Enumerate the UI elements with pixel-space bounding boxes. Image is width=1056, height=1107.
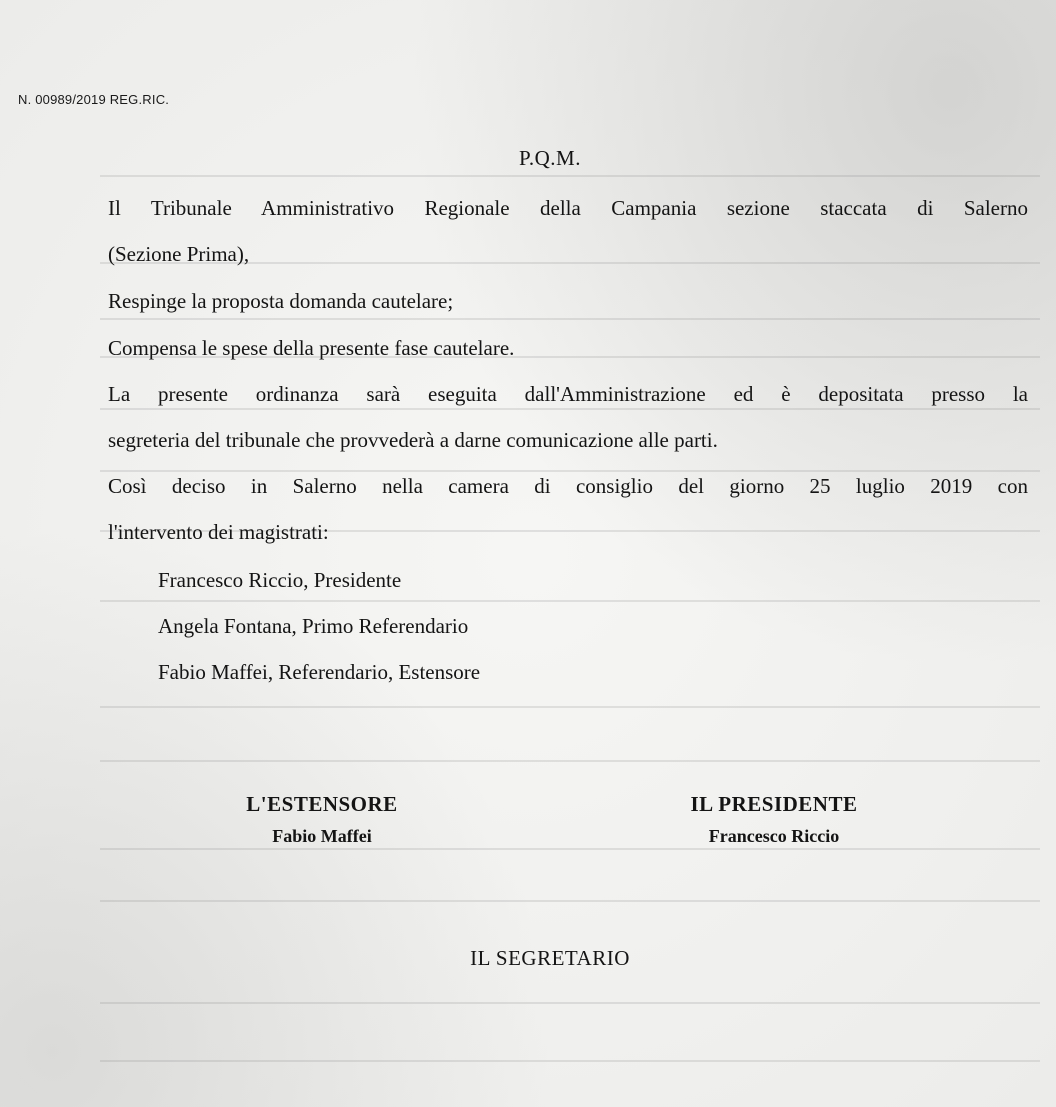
presidente-name: Francesco Riccio: [708, 826, 840, 846]
ghost-line: [100, 760, 1040, 762]
ghost-line: [100, 706, 1040, 708]
ghost-line: [100, 318, 1040, 320]
ghost-line: [100, 408, 1040, 410]
body-line: La presente ordinanza sarà eseguita dall'Amministrazione ed è depositata presso la: [108, 382, 1028, 406]
ghost-line: [100, 1002, 1040, 1004]
ghost-line: [100, 600, 1040, 602]
body-line: segreteria del tribunale che provvederà a darne comunicazione alle parti.: [108, 428, 718, 452]
estensore-label: L'ESTENSORE: [246, 792, 398, 816]
ghost-line: [100, 175, 1040, 177]
body-line: Così deciso in Salerno nella camera di consiglio del giorno 25 luglio 2019 con: [108, 474, 1028, 498]
registry-number: N. 00989/2019 REG.RIC.: [18, 92, 170, 107]
ghost-line: [100, 900, 1040, 902]
magistrate-entry: Fabio Maffei, Referendario, Estensore: [158, 660, 481, 684]
segretario-label: IL SEGRETARIO: [470, 946, 630, 970]
body-line: Compensa le spese della presente fase cautelare.: [108, 336, 515, 360]
magistrate-entry: Angela Fontana, Primo Referendario: [158, 614, 469, 638]
section-heading: P.Q.M.: [519, 146, 581, 170]
magistrate-entry: Francesco Riccio, Presidente: [158, 568, 402, 592]
ghost-line: [100, 848, 1040, 850]
estensore-name: Fabio Maffei: [272, 826, 372, 846]
body-line: (Sezione Prima),: [108, 242, 250, 266]
ghost-line: [100, 1060, 1040, 1062]
body-line: l'intervento dei magistrati:: [108, 520, 329, 544]
body-line: Respinge la proposta domanda cautelare;: [108, 289, 454, 313]
ghost-line: [100, 470, 1040, 472]
presidente-label: IL PRESIDENTE: [690, 792, 858, 816]
body-line: Il Tribunale Amministrativo Regionale della Campania sezione staccata di Salerno: [108, 196, 1028, 220]
